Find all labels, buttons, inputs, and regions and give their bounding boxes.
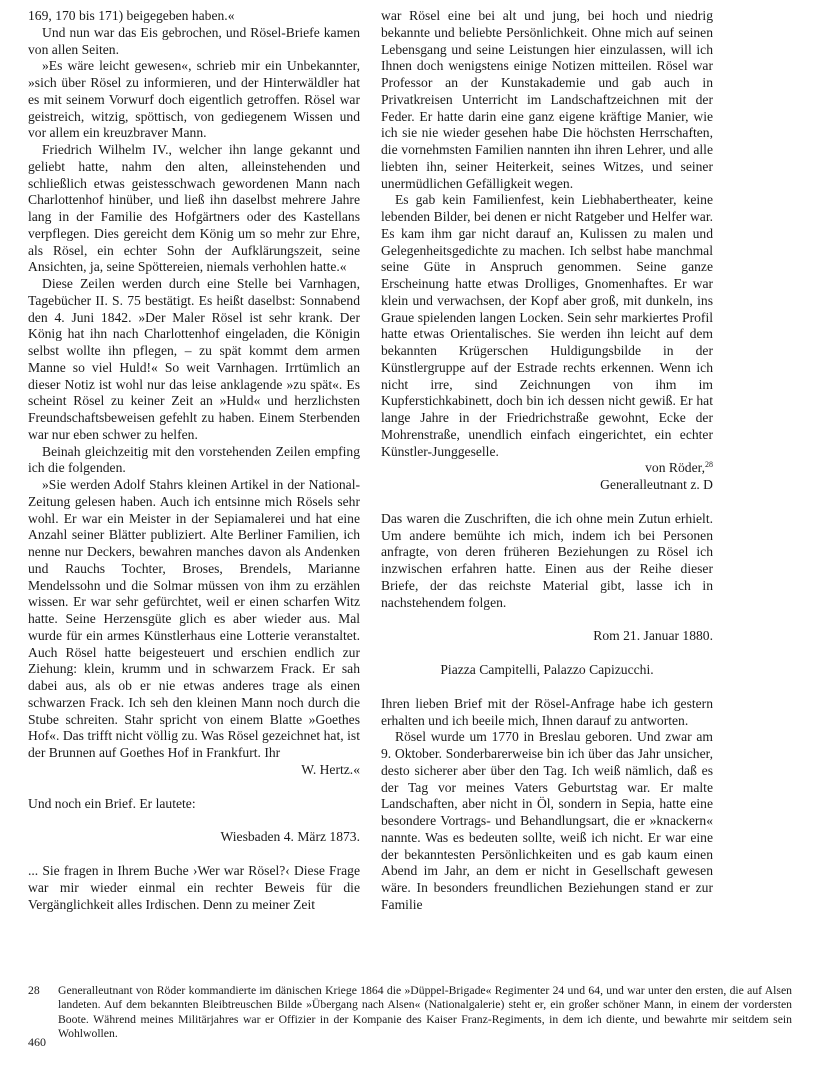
paragraph: Beinah gleichzeitig mit den vorstehenden Zeilen empfing ich die folgenden. <box>28 443 360 476</box>
right-column <box>381 8 713 914</box>
paragraph: Und noch ein Brief. Er lautete: <box>28 795 196 811</box>
footnote-text: Generalleutnant von Röder kommandierte im dänischen Kriege 1864 die »Düppel-Brigade« Regimenter 24 und 64, und war unter den ersten, die auf Alsen landeten. Auf dem bekannten Bleibtreuschen Bilde »Übergang nach Alsen« (Nationalgalerie) steht er, ein großer schöner Mann, in einem der vordersten Boote. Während meines Militärjahres war er Offizier in der Kompanie des Kaiser Franz-Regiments, in dem ich diente, und bewahrte mir seitdem sein Wohlwollen. <box>58 983 792 1040</box>
paragraph: 169, 170 bis 171) beigegeben haben.« <box>28 8 235 23</box>
paragraph: »Es wäre leicht gewesen«, schrieb mir ein Unbekannter, »sich über Rösel zu informieren, und der Hinterwäldler hat es mit seinem Vorwurf doch eigentlich getroffen. Rösel war geistreich, witzig, spöttisch, von gediegenem Wissen und vor allem ein kreuzbraver Mann. <box>28 58 360 141</box>
left-column <box>28 8 360 913</box>
paragraph: Und nun war das Eis gebrochen, und Rösel-Briefe kamen von allen Seiten. <box>28 24 360 57</box>
paragraph: Friedrich Wilhelm IV., welcher ihn lange gekannt und geliebt hatte, nahm den alten, alleinstehenden und schließlich etwas geistesschwach gewordenen Mann nach Charlottenhof hinüber, und ließ ihn daselbst mehrere Jahre lang in der Familie des Hofgärtners oder des Kastellans verpflegen. Dies gereicht dem König um so mehr zur Ehre, als Rösel, ein echter Sohn der Aufklärungszeit, seine Ansichten, ja, seine Spöttereien, niemals verhohlen hatte.« <box>28 142 360 275</box>
footnote-reference[interactable]: 28 <box>705 460 713 470</box>
paragraph: Ihren lieben Brief mit der Rösel-Anfrage habe ich gestern erhalten und ich beeile mich, Ihnen darauf zu antworten. <box>381 695 713 728</box>
paragraph: war Rösel eine bei alt und jung, bei hoch und niedrig bekannte und beliebte Persönlichkeit. Ohne mich auf seinen Lebensgang und seine Leistungen hier einzulassen, will ich Ihnen doch wenigstens einige Notizen mitteilen. Rösel war Professor an der Kunstakademie und gab auch in Privatkreisen Unterricht im Landschaftzeichnen mit der Feder. Er hatte darin eine ganz eigene kräftige Manier, wie ich sie nie wieder gesehen habe Die höchsten Herrschaften, die vornehmsten Familien nannten ihn ihren Lehrer, und alle liebten ihn, seiner Heiterkeit, seines Witzes, und seiner unermüdlichen Gefälligkeit wegen. <box>381 8 713 191</box>
paragraph: »Sie werden Adolf Stahrs kleinen Artikel in der National-Zeitung gelesen haben. Auch ich entsinne mich Rösels sehr wohl. Er war ein Meister in der Sepiamalerei und hat eine Anzahl seiner Blätter publiziert. Alte Berliner Familien, ich nenne nur Deckers, bewahren manches davon als Andenken und Rauchs Tochter, Broses, Brendels, Marianne Mendelssohn und die Solmar müssen von ihm zu erzählen wissen. Er war sehr gefürchtet, weil er einen scharfen Witz hatte. Seine Herzensgüte glich es aber wieder aus. Mal wurde für ein armes Künstlerhaus eine Lotterie veranstaltet. Auch Rösel hatte beigesteuert und erschien endlich zur Ziehung: klein, krumm und in schwarzem Frack. Er sah dabei aus, als ob er nie etwas anderes trage als einen schwarzen Frack. Ich seh den kleinen Mann noch durch die Stube schreiten. Stahr spricht von einem Blatte »Goethes Hof«. Das trifft nicht völlig zu. Was Rösel gezeichnet hat, ist der Brunnen auf Goethes Hof in Frankfurt. Ihr <box>28 477 360 760</box>
letter-signature: W. Hertz.« <box>301 761 360 777</box>
paragraph: ... Sie fragen in Ihrem Buche ›Wer war Rösel?‹ Diese Frage war mir wieder einmal ein rechter Beweis für die Vergänglichkeit alles Irdischen. Denn zu meiner Zeit <box>28 863 360 912</box>
letter-signature <box>381 460 713 477</box>
letter-date: Wiesbaden 4. März 1873. <box>220 829 360 845</box>
letter-place: Piazza Campitelli, Palazzo Capizucchi. <box>440 662 654 677</box>
letter-date: Rom 21. Januar 1880. <box>593 628 713 644</box>
paragraph: Es gab kein Familienfest, kein Liebhabertheater, keine lebenden Bilder, bei denen er nicht Ratgeber und Helfer war. Es kam ihm gar nicht darauf an, Kulissen zu malen und Gelegenheitsgedichte zu machen. Ich selbst habe manchmal seine Güte in Anspruch genommen. Seine ganze Erscheinung hatte etwas Drolliges, Gnomenhaftes. Er war klein und verwachsen, der Kopf aber groß, mit dunkeln, ins Graue spielenden langen Locken. Sein sehr markiertes Profil hatte etwas Orientalisches. Sie werden ihn leicht auf dem bekannten Krügerschen Huldigungsbilde in der Künstlergruppe auf der Estrade rechts erkennen. Wenn ich nicht irre, sind Zeichnungen von ihm im Kupferstichkabinett, doch bin ich dessen nicht gewiß. Er hat lange Jahre in der Friedrichstraße gewohnt, Ecke der Mohrenstraße, unendlich einfach eingerichtet, ein echter Künstler-Junggeselle. <box>381 192 713 459</box>
footnote <box>28 984 792 1042</box>
page-number: 460 <box>28 1035 46 1049</box>
paragraph: Das waren die Zuschriften, die ich ohne mein Zutun erhielt. Um andere bemühte ich mich, indem ich bei Personen anfragte, von deren früheren Beziehungen zu Rösel ich inzwischen erfahren hatte. Einen aus der Reihe dieser Briefe, der das reichste Material gibt, lasse ich in nachstehendem folgen. <box>381 510 713 610</box>
signature-name: von Röder, <box>645 460 705 476</box>
paragraph: Diese Zeilen werden durch eine Stelle bei Varnhagen, Tagebücher II. S. 75 bestätigt. Es heißt daselbst: Sonnabend den 4. Juni 1842. »Der Maler Rösel ist sehr krank. Der König hat ihn nach Charlottenhof eingeladen, die Königin selbst wollte ihn pflegen, – zu spät kommt dem armen Manne so viel Huld!« So weit Varnhagen. Irrtümlich an dieser Notiz ist wohl nur das leise anklagende »zu spät«. Es scheint Rösel zu keiner Zeit an »Huld« und herzlichsten Freundschaftsbeweisen gefehlt zu haben. Einem Sterbenden war nur eben schwer zu helfen. <box>28 276 360 442</box>
footnote-number: 28 <box>28 983 40 997</box>
paragraph: Rösel wurde um 1770 in Breslau geboren. Und zwar am 9. Oktober. Sonderbarerweise bin ich über das Jahr unsicher, desto sicherer aber über den Tag. Ich weiß nämlich, daß es der Tag vor meines Vaters Geburtstag war. Er malte Landschaften, aber nicht in Öl, sondern in Sepia, hatte eine besondere Vortrags- und Behandlungsart, die er »knackern« nannte. Was es bedeuten sollte, weiß ich nicht. Er war eine der bekanntesten Persönlichkeiten und es gab kaum einen Abend im Jahr, an dem er nicht in Gesellschaft gewesen wäre. In besonders freundlichen Beziehungen stand er zur Familie <box>381 729 713 912</box>
signature-rank: Generalleutnant z. D <box>600 477 713 492</box>
footnotes <box>28 972 792 1053</box>
